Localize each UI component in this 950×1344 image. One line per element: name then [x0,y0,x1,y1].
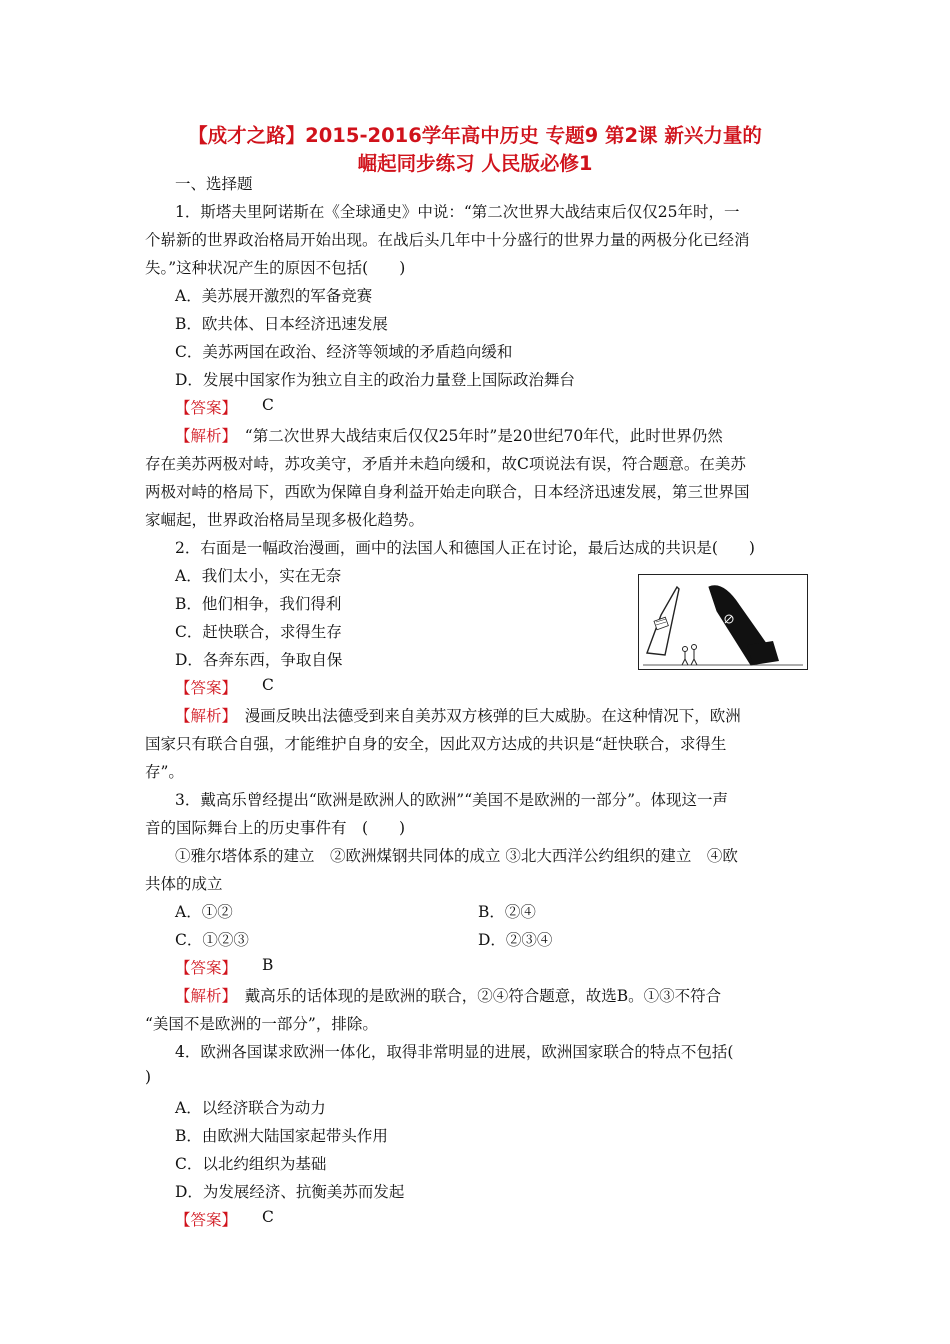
q2-answer-row [175,676,237,698]
q1-option-d: D．发展中国家作为独立自主的政治力量登上国际政治舞台 [175,371,575,389]
q1-option-a: A．美苏展开激烈的军备竞赛 [175,287,373,305]
q3-stem-line2: 音的国际舞台上的历史事件有 ( ) [145,819,406,837]
document-title-line2: 崛起同步练习 人民版必修1 [357,152,593,175]
answer-tag: 【答案】 [175,679,238,697]
q4-option-c: C．以北约组织为基础 [175,1155,327,1173]
q4-answer-row [175,1208,237,1230]
q2-analysis-line1: 【解析】 漫画反映出法德受到来自美苏双方核弹的巨大威胁。在这种情况下，欧洲 [175,707,741,725]
q2-option-a: A．我们太小，实在无奈 [175,567,342,585]
answer-tag: 【答案】 [175,399,238,417]
q2-option-b: B．他们相争，我们得利 [175,595,342,613]
q1-analysis-line4: 家崛起，世界政治格局呈现多极化趋势。 [145,511,425,529]
q3-option-b: B．②④ [478,903,536,921]
q4-stem-line1: 4．欧洲各国谋求欧洲一体化，取得非常明显的进展，欧洲国家联合的特点不包括( [175,1043,734,1061]
political-cartoon-image [638,574,808,670]
q1-analysis-line2: 存在美苏两极对峙，苏攻美守，矛盾并未趋向缓和，故C项说法有误，符合题意。在美苏 [145,455,746,473]
q4-answer-value: C [262,1208,274,1226]
q3-option-a: A．①② [175,903,233,921]
q1-stem-line2: 个崭新的世界政治格局开始出现。在战后头几年中十分盛行的世界力量的两极分化已经消 [145,231,750,249]
q2-analysis-line2: 国家只有联合自强，才能维护自身的安全，因此双方达成的共识是“赶快联合，求得生 [145,735,727,753]
analysis-tag: 【解析】 [175,987,230,1005]
q1-stem-line3: 失。”这种状况产生的原因不包括( ) [145,259,406,277]
answer-tag: 【答案】 [175,959,238,977]
q1-option-b: B．欧共体、日本经济迅速发展 [175,315,388,333]
analysis-tag: 【解析】 [175,707,230,725]
q4-option-a: A．以经济联合为动力 [175,1099,326,1117]
section-heading: 一、选择题 [175,175,253,193]
q2-answer-value: C [262,676,274,694]
q1-answer-row [175,396,237,418]
q2-option-d: D．各奔东西，争取自保 [175,651,343,669]
document-title-line1: 【成才之路】2015-2016学年高中历史 专题9 第2课 新兴力量的 [188,124,762,147]
q3-analysis-line2: “美国不是欧洲的一部分”，排除。 [145,1015,378,1033]
q4-option-b: B．由欧洲大陆国家起带头作用 [175,1127,388,1145]
q1-option-c: C．美苏两国在政治、经济等领域的矛盾趋向缓和 [175,343,513,361]
q3-answer-value: B [262,956,274,974]
q3-stem-line1: 3．戴高乐曾经提出“欧洲是欧洲人的欧洲”“美国不是欧洲的一部分”。体现这一声 [175,791,729,809]
q1-answer-value: C [262,396,274,414]
q1-analysis-line1: 【解析】 “第二次世界大战结束后仅仅25年时”是20世纪70年代，此时世界仍然 [175,427,723,445]
q3-answer-row [175,956,237,978]
q3-option-c: C．①②③ [175,931,249,949]
q2-stem-line1: 2．右面是一幅政治漫画，画中的法国人和德国人正在讨论，最后达成的共识是( ) [175,539,755,557]
q3-items-line1: ①雅尔塔体系的建立 ②欧洲煤钢共同体的成立 ③北大西洋公约组织的建立 ④欧 [175,847,738,865]
q3-option-d: D．②③④ [478,931,553,949]
q4-stem-line2: ) [145,1068,152,1086]
q2-option-c: C．赶快联合，求得生存 [175,623,342,641]
q4-option-d: D．为发展经济、抗衡美苏而发起 [175,1183,405,1201]
q1-stem-line1: 1．斯塔夫里阿诺斯在《全球通史》中说：“第二次世界大战结束后仅仅25年时，一 [175,203,740,221]
q2-analysis-line3: 存”。 [145,763,184,781]
q3-analysis-line1: 【解析】 戴高乐的话体现的是欧洲的联合，②④符合题意，故选B。①③不符合 [175,987,722,1005]
analysis-tag: 【解析】 [175,427,230,445]
answer-tag: 【答案】 [175,1211,238,1229]
q3-items-line2: 共体的成立 [145,875,223,893]
q1-analysis-line3: 两极对峙的格局下，西欧为保障自身利益开始走向联合，日本经济迅速发展，第三世界国 [145,483,750,501]
